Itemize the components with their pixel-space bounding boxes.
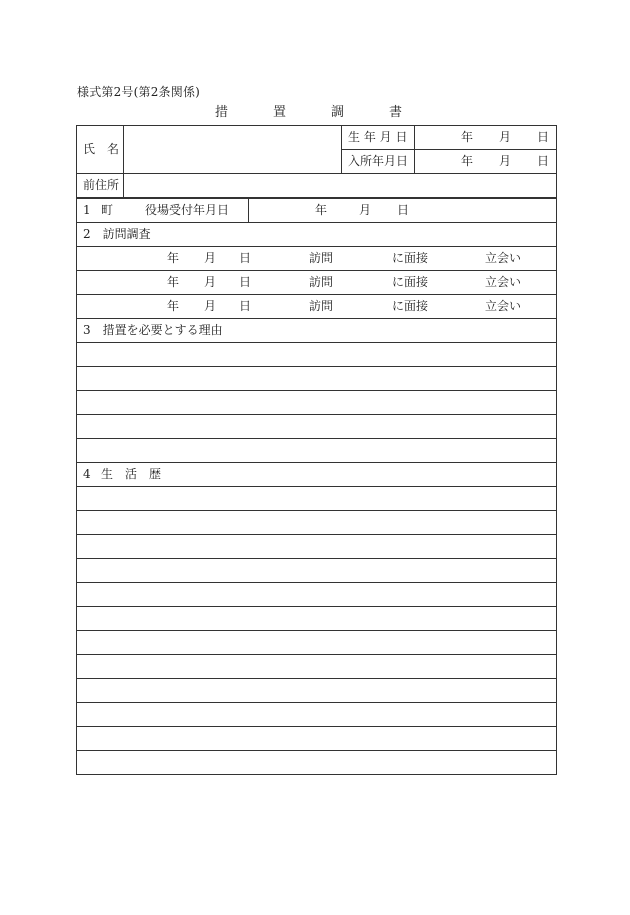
- name-label-cell: [77, 126, 124, 174]
- name-label: 氏 名: [83, 142, 120, 156]
- day-unit: 日: [239, 251, 252, 265]
- section1-table: [76, 198, 557, 775]
- day-unit: 日: [536, 154, 549, 168]
- reason-line[interactable]: [77, 439, 557, 463]
- admission-date-field[interactable]: [415, 150, 557, 174]
- reason-line[interactable]: [77, 367, 557, 391]
- reason-line[interactable]: [77, 343, 557, 367]
- section3-heading: 3 措置を必要とする理由: [77, 319, 557, 343]
- history-line[interactable]: [77, 631, 557, 655]
- year-unit: 年: [167, 275, 180, 289]
- visit-row[interactable]: [77, 271, 557, 295]
- visit-row[interactable]: [77, 295, 557, 319]
- day-unit: 日: [397, 203, 410, 217]
- section4-label: 生 活 歴: [101, 467, 162, 481]
- admission-date-label: 入所年月日: [342, 150, 415, 174]
- day-unit: 日: [239, 275, 252, 289]
- birth-date-label: 生 年 月 日: [342, 126, 415, 150]
- month-unit: 月: [359, 203, 372, 217]
- visit-label: 訪問: [309, 251, 334, 265]
- history-line[interactable]: [77, 535, 557, 559]
- survey-form-body: [76, 125, 557, 198]
- day-unit: 日: [536, 130, 549, 144]
- section1-town: 町: [101, 203, 114, 217]
- visit-label: 訪問: [309, 275, 334, 289]
- visit-label: 訪問: [309, 299, 334, 313]
- visit-row[interactable]: [77, 247, 557, 271]
- document-title: [215, 101, 447, 120]
- year-unit: 年: [167, 251, 180, 265]
- reason-line[interactable]: [77, 391, 557, 415]
- month-unit: 月: [498, 130, 511, 144]
- history-line[interactable]: [77, 607, 557, 631]
- reason-line[interactable]: [77, 415, 557, 439]
- previous-address-label: 前住所: [77, 174, 124, 198]
- title-char: 置: [273, 105, 287, 120]
- history-line[interactable]: [77, 583, 557, 607]
- year-unit: 年: [167, 299, 180, 313]
- year-unit: 年: [315, 203, 328, 217]
- history-line[interactable]: [77, 679, 557, 703]
- month-unit: 月: [204, 251, 217, 265]
- met-label: に面接: [392, 251, 429, 265]
- name-field[interactable]: [124, 126, 342, 174]
- month-unit: 月: [498, 154, 511, 168]
- month-unit: 月: [204, 275, 217, 289]
- birth-date-field[interactable]: [415, 126, 557, 150]
- title-char: 書: [389, 105, 403, 120]
- day-unit: 日: [239, 299, 252, 313]
- form-reference: 様式第2号(第2条関係): [77, 85, 201, 99]
- section1-date-field[interactable]: [249, 199, 557, 223]
- met-label: に面接: [392, 275, 429, 289]
- title-char: 措: [215, 105, 229, 120]
- met-label: に面接: [392, 299, 429, 313]
- history-line[interactable]: [77, 511, 557, 535]
- attend-label: 立会い: [485, 299, 522, 313]
- history-line[interactable]: [77, 703, 557, 727]
- section1-office-label: 役場受付年月日: [145, 203, 230, 217]
- attend-label: 立会い: [485, 251, 522, 265]
- history-line[interactable]: [77, 751, 557, 775]
- section2-heading: 2 訪問調査: [77, 223, 557, 247]
- section4-number: 4: [83, 467, 91, 481]
- section1-number: 1: [83, 203, 91, 217]
- section4-heading: [77, 463, 557, 487]
- history-line[interactable]: [77, 727, 557, 751]
- history-line[interactable]: [77, 559, 557, 583]
- year-unit: 年: [460, 154, 473, 168]
- attend-label: 立会い: [485, 275, 522, 289]
- month-unit: 月: [204, 299, 217, 313]
- year-unit: 年: [460, 130, 473, 144]
- previous-address-field[interactable]: [124, 174, 557, 198]
- history-line[interactable]: [77, 655, 557, 679]
- section1-label-cell: [77, 199, 249, 223]
- title-char: 調: [331, 105, 345, 120]
- history-line[interactable]: [77, 487, 557, 511]
